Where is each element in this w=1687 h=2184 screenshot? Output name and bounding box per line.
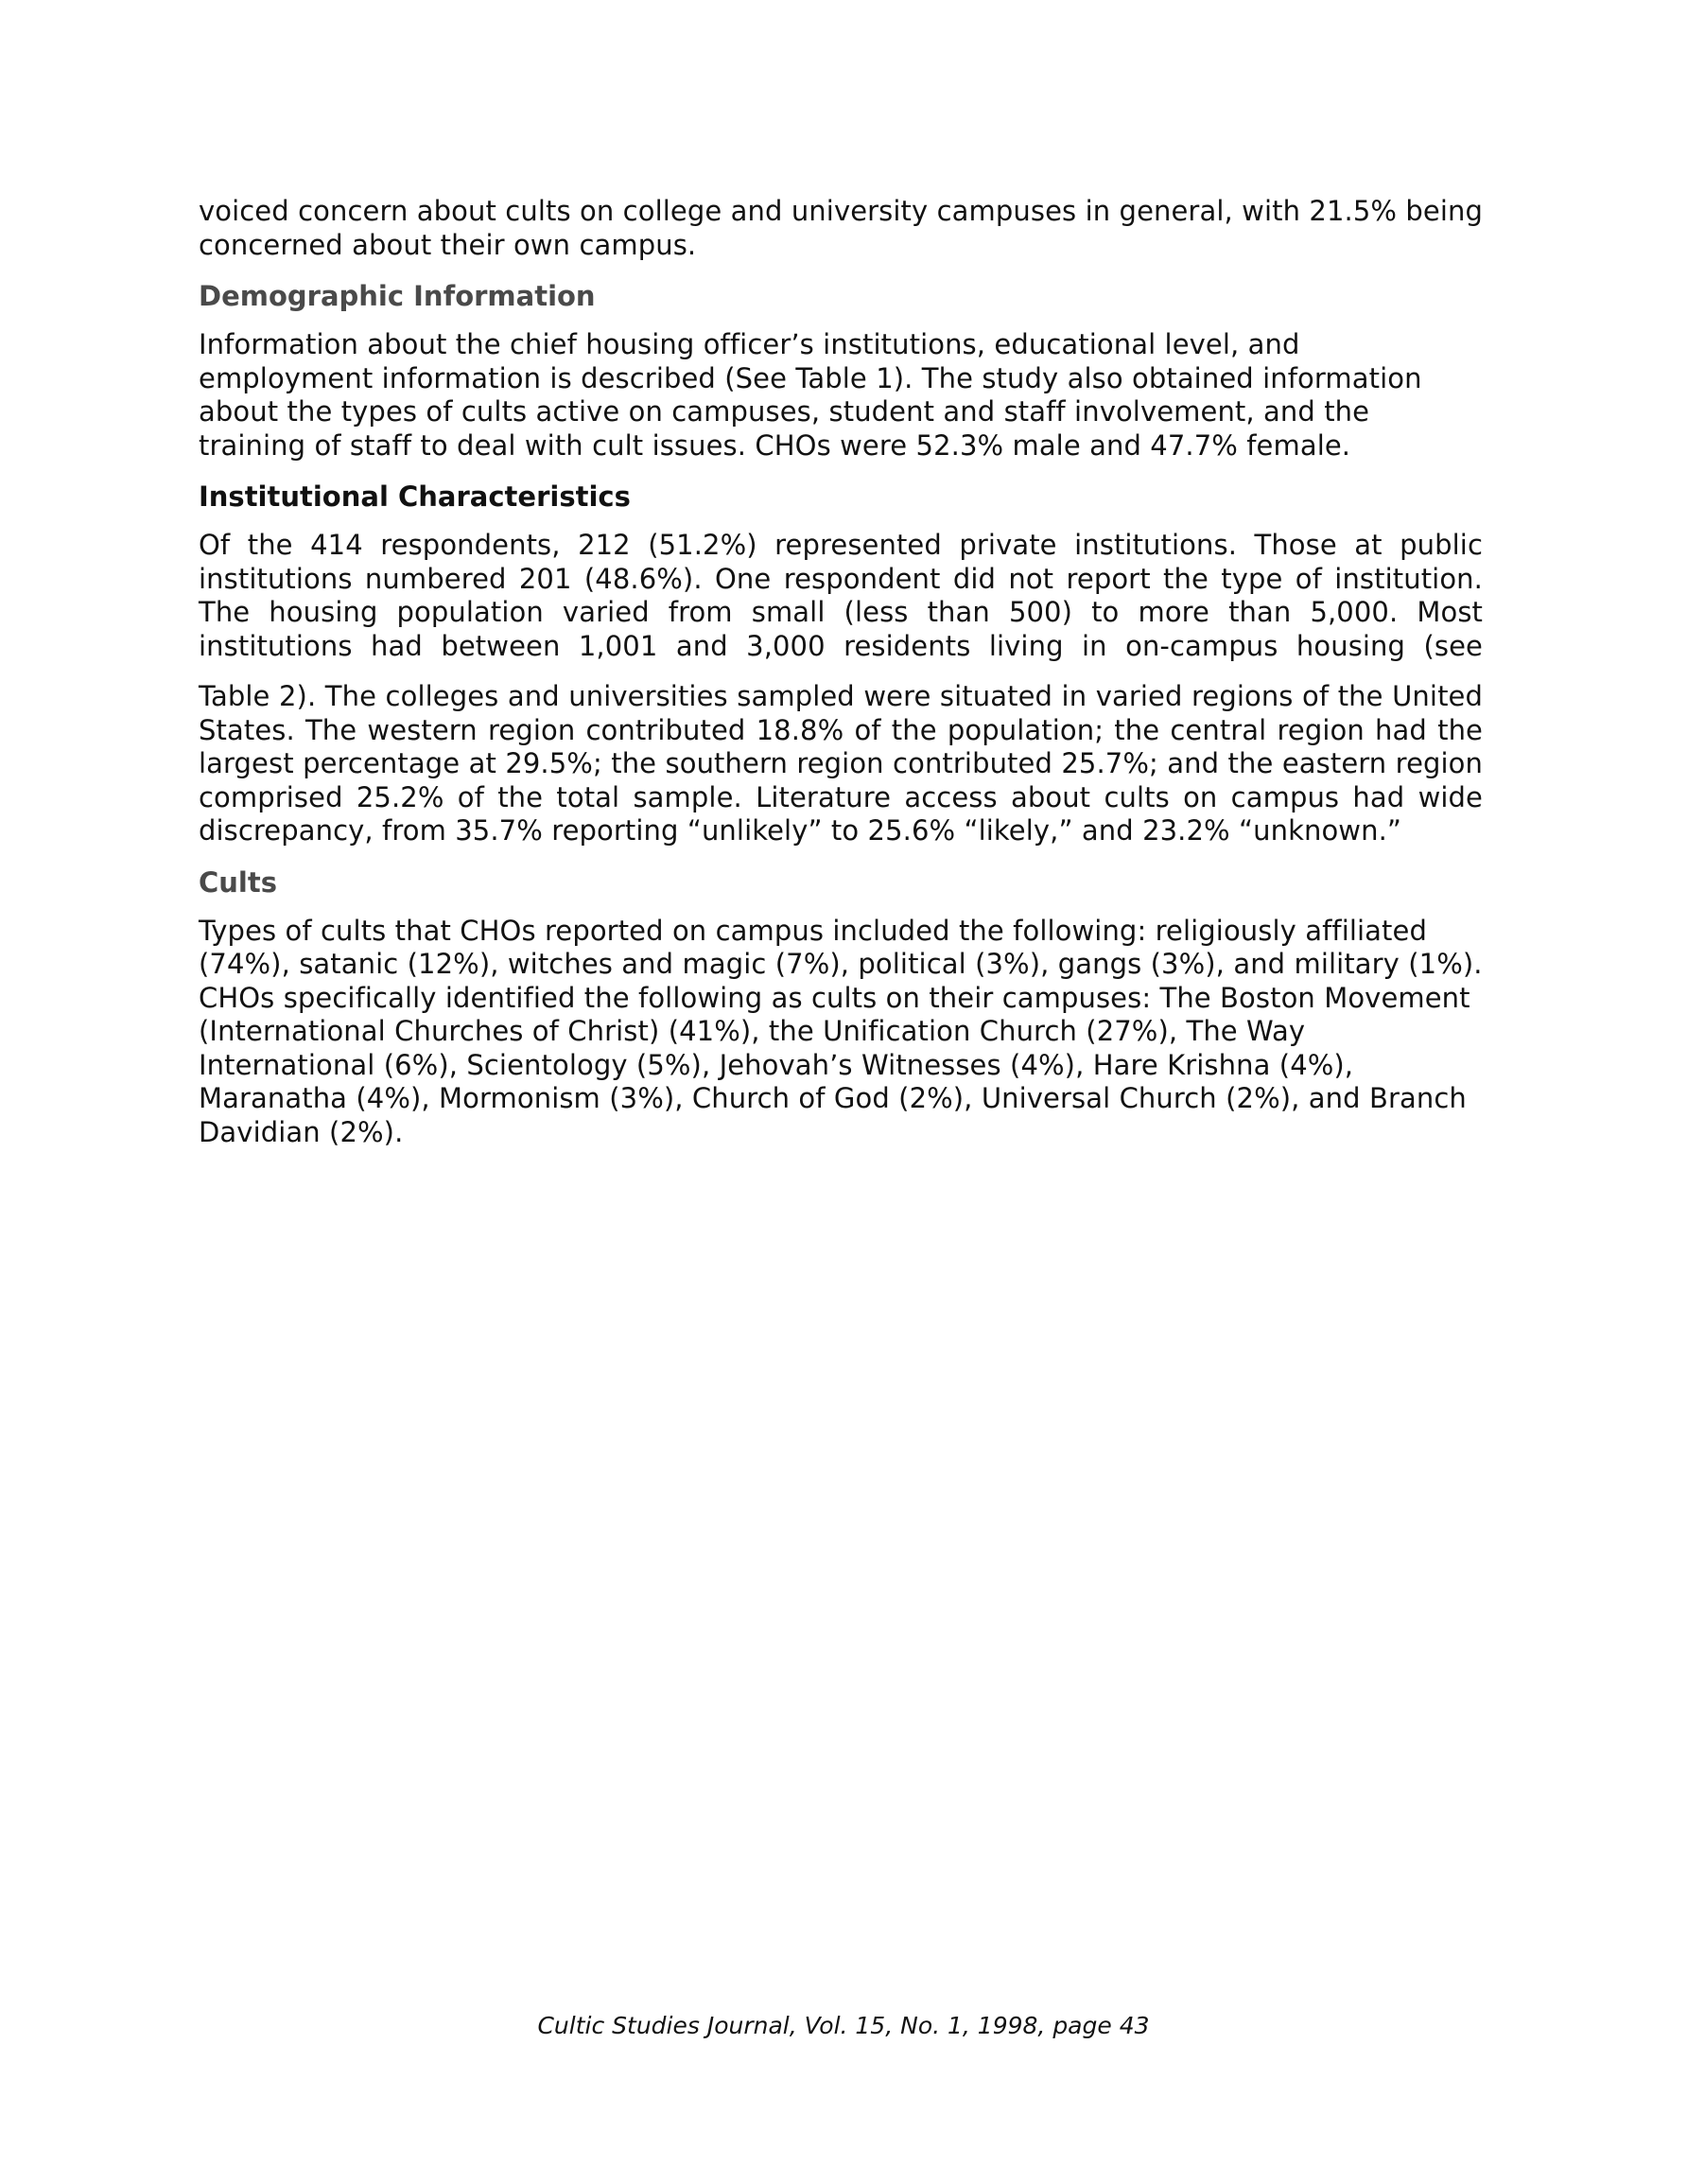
- intro-paragraph: voiced concern about cults on college and university campuses in general, with 21.5% being concerned about their own campus.: [199, 195, 1483, 261]
- institutional-paragraph-2: Table 2). The colleges and universities sampled were situated in varied regions of the United States. The western region contributed 18.8% of the population; the central region had the largest percentage at 29.5%; the southern region contributed 25.7%; and the eastern region comprised 25.2% of the total sample. Literature access about cults on campus had wide discrepancy, from 35.7% reporting “unlikely” to 25.6% “likely,” and 23.2% “unknown.”: [199, 680, 1483, 847]
- cults-heading: Cults: [199, 865, 277, 899]
- institutional-heading: Institutional Characteristics: [199, 480, 631, 513]
- demographic-heading: Demographic Information: [199, 280, 596, 312]
- cults-paragraph: Types of cults that CHOs reported on campus included the following: religiously affiliated (74%), satanic (12%), witches and magic (7%), political (3%), gangs (3%), and military (1%). CHOs specifically identified the following as cults on their campuses: The Boston Movement (International Churches of Christ) (41%), the Unification Church (27%), The Way International (6%), Scientology (5%), Jehovah’s Witnesses (4%), Hare Krishna (4%), Maranatha (4%), Mormonism (3%), Church of God (2%), Universal Church (2%), and Branch Davidian (2%).: [199, 914, 1483, 1148]
- page-footer-citation: Cultic Studies Journal, Vol. 15, No. 1, 1998, page 43: [537, 2012, 1150, 2039]
- page-body: [199, 195, 1483, 1166]
- demographic-paragraph: Information about the chief housing officer’s institutions, educational level, and employment information is described (See Table 1). The study also obtained information about the types of cults active on campuses, student and staff involvement, and the training of staff to deal with cult issues. CHOs were 52.3% male and 47.7% female.: [199, 328, 1422, 462]
- institutional-paragraph-1: Of the 414 respondents, 212 (51.2%) represented private institutions. Those at public institutions numbered 201 (48.6%). One respondent did not report the type of institution. The housing population varied from small (less than 500) to more than 5,000. Most institutions had between 1,001 and 3,000 residents living in on-campus housing (see: [199, 529, 1483, 662]
